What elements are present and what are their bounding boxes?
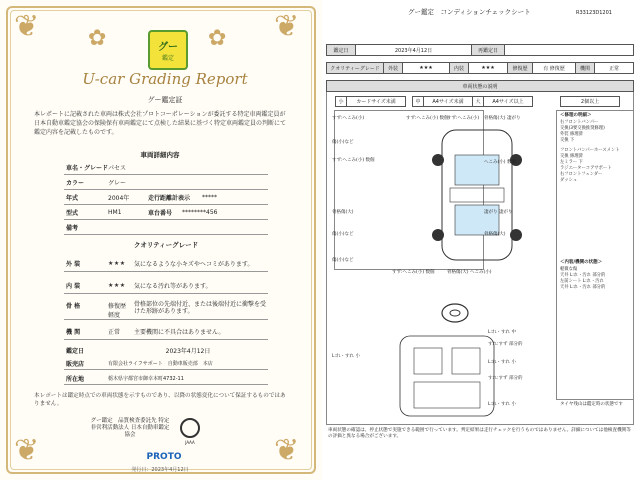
- row-value: HM1: [108, 208, 122, 216]
- damage-note: 凄がり 凄がり: [484, 210, 513, 215]
- condition-check-sheet: [322, 0, 640, 480]
- row-value-chassis: ********456: [182, 208, 218, 216]
- sheet-header: グー鑑定 コンディションチェックシート: [408, 8, 531, 16]
- date-value: 2023年4月12日: [165, 348, 211, 355]
- date-label: 鑑定日: [66, 348, 85, 355]
- damage-note: 骨格傷(大): [484, 232, 506, 237]
- size-small-desc: カードサイズ未満: [346, 96, 406, 107]
- damage-note: すず:へこみ(小): [447, 116, 480, 121]
- ribbon-left-icon: ✿: [88, 26, 107, 51]
- size-large-key: 大: [472, 96, 484, 107]
- seller-row: [64, 357, 268, 370]
- damage-note: 骨格傷(大) 凄がり: [484, 116, 521, 121]
- legend2-title: ＜内装/機関の状態＞: [560, 260, 603, 265]
- size-mid-desc: A4サイズ未満: [423, 96, 473, 107]
- legend-line: 右フロントフェンダー: [560, 172, 603, 177]
- steering-wheel-icon: [440, 302, 470, 324]
- car-interior-icon: [392, 330, 502, 420]
- rating-key: 外 装: [66, 261, 81, 268]
- interior-note: L:れ・すれ 中: [488, 330, 516, 335]
- certificate-subtitle: グー鑑定証: [147, 96, 183, 104]
- row-key: 年式: [66, 194, 79, 202]
- damage-note: すず:へこみ(小) 数個: [392, 270, 435, 275]
- issue-date: 発行日：2023年4月12日: [131, 467, 189, 473]
- ornament-top-right-icon: ❦: [274, 9, 300, 44]
- legend2-line: 天井 L:れ・汚れ 部分的: [560, 273, 606, 278]
- row-key: カラー: [66, 179, 85, 187]
- interior-note: すれ:すず 部分的: [488, 376, 523, 381]
- rating-desc: 気になるような小キズやヘコミがあります。: [134, 261, 254, 268]
- goo-kantei-logo: [148, 30, 188, 70]
- address-value: 栃木県宇都宮市御幸本町4732-11: [108, 375, 184, 382]
- legend-line: 右フロントバンパー: [560, 120, 599, 125]
- logo-top-text: グー: [158, 42, 178, 53]
- exterior-label-cell: 外装: [383, 62, 403, 74]
- date-label-cell: 鑑定日: [326, 44, 356, 56]
- legend-line: 交換(3要交換推奨修理): [560, 126, 605, 131]
- ribbon-right-icon: ✿: [208, 26, 227, 51]
- repair-options-cell: 有 修復歴: [532, 62, 576, 74]
- engine-value-cell: 正常: [594, 62, 634, 74]
- row-key: 型式: [66, 209, 79, 217]
- damage-note: すず:へこみ(小) 数個: [332, 158, 375, 163]
- quality-grade-label: クオリティーグレード: [133, 241, 199, 249]
- sheet-footer: 車両状態の確認は、停止状態で実施できる範囲で行っています。判定結果は走行チェックを行うものではありません。詳細については他検査機関等の評価と異なる場合がございます。: [328, 428, 631, 439]
- legend2-line: 軽微な傷: [560, 267, 578, 272]
- vehicle-details-heading: 車両詳細内容: [140, 151, 180, 159]
- address-label: 所在地: [66, 375, 85, 383]
- row-key-chassis: 車台番号: [148, 209, 173, 217]
- legend-line: ダッシュ: [560, 178, 578, 183]
- ornament-bottom-right-icon: ❦: [274, 433, 300, 468]
- legend-line: 外装 修理済: [560, 132, 583, 137]
- vehicle-row-model: [64, 205, 268, 220]
- row-value-mileage: *****: [202, 193, 217, 201]
- size-mid-key: 中: [412, 96, 424, 107]
- legend-line: ラジエーターコアサポート: [560, 166, 612, 171]
- rating-engine: [64, 324, 268, 340]
- diagram-title: 車両状態の説明: [326, 80, 634, 92]
- interior-stars-cell: ★★★: [468, 62, 508, 74]
- size-large-desc: A4サイズ以上: [483, 96, 533, 107]
- rating-desc: 気になる汚れ等があります。: [134, 283, 212, 290]
- rating-interior: [64, 278, 268, 294]
- engine-label-cell: 機関: [575, 62, 595, 74]
- rating-desc: 骨格部位の先端付近、または後端付近に衝撃を受けた形跡があります。: [134, 301, 267, 315]
- logo-bottom-text: 鑑定: [161, 55, 174, 62]
- interior-label-cell: 内装: [449, 62, 469, 74]
- tire-note: タイヤ残山は鑑定時の状態です: [560, 402, 623, 407]
- damage-note: 傷(小)など: [332, 232, 354, 237]
- recheck-label-cell: 再鑑定日: [471, 44, 505, 56]
- rating-sub: 軽度: [108, 312, 121, 319]
- damage-note: 骨格傷(大): [332, 210, 354, 215]
- proto-logo: PROTO: [146, 452, 182, 462]
- inspection-date: [64, 344, 268, 357]
- rating-key: 内 装: [66, 283, 81, 290]
- damage-note: へこみ(小) 数個: [484, 160, 516, 165]
- seller-value: 有限会社ライフサポート 自動車販売部 本店: [108, 360, 213, 367]
- row-key-mileage: 走行距離計表示: [148, 194, 191, 202]
- quality-label-cell: クオリティーグレード: [326, 62, 384, 74]
- car-top-view-icon: [422, 110, 532, 290]
- rating-stars: ★★★: [108, 260, 126, 267]
- damage-note: すず:へこみ(小) 数個: [406, 116, 449, 121]
- row-key: 車名・グレード: [66, 164, 109, 172]
- certificate-notice: 本レポートは鑑定時点での車両状態を示すものであり、以降の状態変化について保証するものではありません。: [34, 393, 286, 407]
- jaaa-seal-icon: [180, 418, 200, 438]
- rating-stars: ★★★: [108, 282, 126, 289]
- legend-line: 交換 下: [560, 138, 575, 143]
- association-name: グー鑑定 品質検査委託先 特定非営利活動法人 日本自動車鑑定協会: [90, 418, 170, 438]
- interior-note: L:れ・すれ 小: [488, 402, 516, 407]
- damage-note: 傷(小)など: [332, 258, 354, 263]
- jaaa-label: JAAA: [185, 440, 195, 445]
- address-row: [64, 372, 268, 385]
- legend2-line: 天井 L:れ・汚れ 部分的: [560, 285, 606, 290]
- certificate-intro: 本レポートに記載された車両は株式会社プロトコーポレーションが委託する特定車両鑑定員が日本自動車鑑定協会の保険保有車両鑑定にて点検した結果に基づく特定車両鑑定員の判断にて鑑定内容を記載したものです。: [34, 111, 287, 136]
- repair-label-cell: 修復歴: [507, 62, 533, 74]
- vehicle-row-color: [64, 175, 268, 190]
- legend-title: ＜修理の明細＞: [560, 113, 592, 118]
- rating-frame: [64, 298, 268, 320]
- interior-note: L:れ・すれ 小: [488, 360, 516, 365]
- legend-line: 左ミラー 下: [560, 160, 583, 165]
- damage-note: 傷(小)など: [332, 140, 354, 145]
- row-key: 備考: [66, 224, 79, 232]
- row-value: グレー: [108, 179, 127, 187]
- rating-key: 骨 格: [66, 303, 81, 310]
- vehicle-row-year: [64, 190, 268, 205]
- size-small-key: 小: [335, 96, 347, 107]
- interior-note: L:れ・すれ 小: [332, 354, 360, 359]
- rating-desc: 主要機関に不具合はありません。: [134, 329, 225, 336]
- damage-note: 骨格傷(大) へこみ(小): [447, 270, 492, 275]
- exterior-stars-cell: ★★★: [402, 62, 450, 74]
- recheck-value-cell: [504, 44, 634, 56]
- date-value-cell: 2023年4月12日: [355, 44, 472, 56]
- ornament-bottom-left-icon: ❦: [14, 433, 40, 468]
- sheet-code: R33123D1201: [576, 10, 612, 16]
- vehicle-row-remarks: [64, 220, 268, 235]
- damage-note: すず:へこみ(小): [332, 116, 365, 121]
- rating-key: 機 関: [66, 329, 81, 336]
- seller-label: 販売店: [66, 360, 85, 368]
- rating-stars: 正常: [108, 329, 121, 336]
- rating-exterior: [64, 256, 268, 272]
- certificate-title: U-car Grading Report: [82, 70, 248, 88]
- rating-stars: 修復歴: [108, 303, 127, 310]
- legend2-line: 左前シート L:れ・汚れ: [560, 279, 604, 284]
- interior-note: すれ:すず 部分的: [488, 342, 523, 347]
- size-multi: 2個以上: [560, 96, 620, 107]
- ornament-top-left-icon: ❦: [14, 9, 40, 44]
- legend-line: フロントバンパーホースメント: [560, 148, 620, 153]
- row-value: パセス: [108, 164, 127, 172]
- vehicle-row-name: [64, 160, 268, 175]
- row-value: 2004年: [108, 194, 130, 202]
- legend-line: 交換 修理済: [560, 154, 583, 159]
